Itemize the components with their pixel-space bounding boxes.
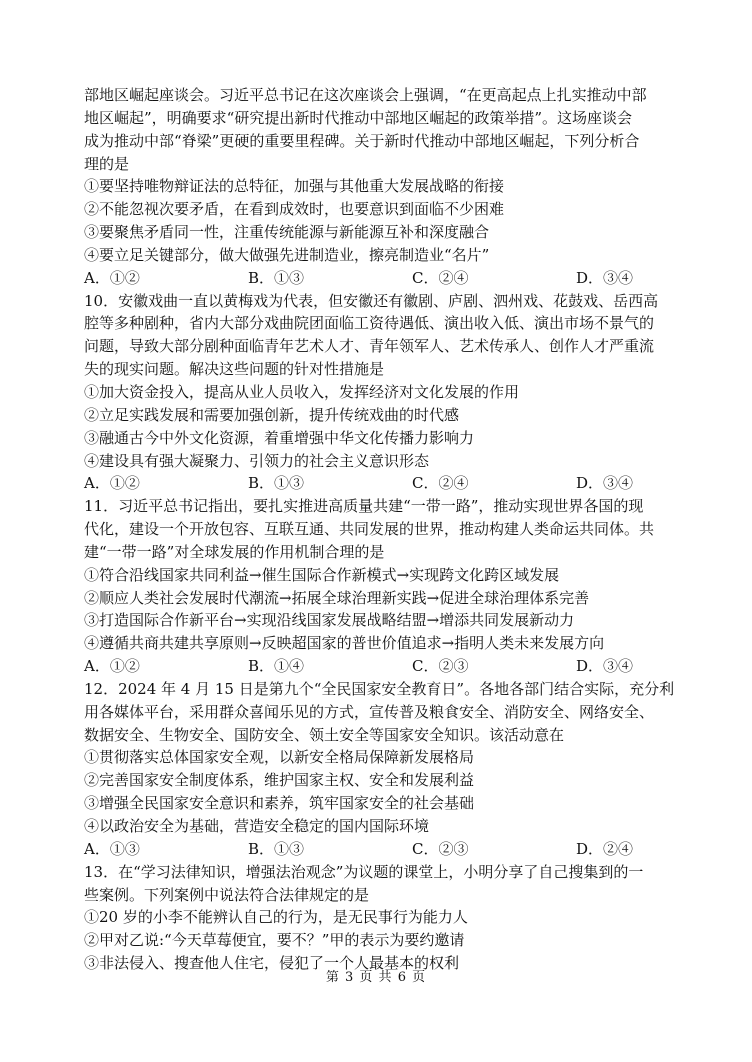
statement-3: ③融通古今中外文化资源，着重增强中华文化传播力影响力 xyxy=(84,428,475,447)
statement-1: ①要坚持唯物辩证法的总特征，加强与其他重大发展战略的衔接 xyxy=(84,177,505,196)
statement-1: ①贯彻落实总体国家安全观，以新安全格局保障新发展格局 xyxy=(84,748,475,767)
option-c: C．②④ xyxy=(412,268,469,287)
statement-2: ②不能忽视次要矛盾，在看到成效时，也要意识到面临不少困难 xyxy=(84,200,505,219)
option-c: C．②④ xyxy=(412,474,469,493)
statement-4: ④建设具有强大凝聚力、引领力的社会主义意识形态 xyxy=(84,451,430,470)
question-stem-line: 地区崛起”，明确要求“研究提出新时代推动中部地区崛起的政策举措”。这场座谈会 xyxy=(84,108,633,127)
option-b: B．①③ xyxy=(248,474,305,493)
page-content xyxy=(84,84,674,975)
option-b: B．①③ xyxy=(248,268,305,287)
option-d: D．③④ xyxy=(576,268,634,287)
statement-4: ④以政治安全为基础，营造安全稳定的国内国际环境 xyxy=(84,817,430,835)
statement-4: ④要立足关键部分，做大做强先进制造业，擦亮制造业“名片” xyxy=(84,245,490,264)
option-a: A．①② xyxy=(84,268,140,287)
question-stem-line: 问题，导致大部分剧种面临青年艺术人才、青年领军人、艺术传承人、创作人才严重流 xyxy=(84,337,655,356)
statement-4: ④遵循共商共建共享原则→反映超国家的普世价值追求→指明人类未来发展方向 xyxy=(84,634,605,653)
question-11 xyxy=(84,495,674,678)
option-a: A．①② xyxy=(84,657,140,676)
question-stem-line: 建“一带一路”对全球发展的作用机制合理的是 xyxy=(84,542,385,561)
question-stem-line: 数据安全、生物安全、国防安全、领土安全等国家安全知识。该活动意在 xyxy=(84,725,565,744)
question-stem-line: 代化，建设一个开放包容、互联互通、共同发展的世界，推动构建人类命运共同体。共 xyxy=(84,520,655,539)
question-12 xyxy=(84,678,674,861)
statement-3: ③打造国际合作新平台→实现沿线国家发展战略结盟→增添共同发展新动力 xyxy=(84,611,575,630)
option-c: C．②③ xyxy=(412,839,469,858)
option-b: B．①④ xyxy=(248,657,305,676)
statement-3: ③非法侵入、搜查他人住宅，侵犯了一个人最基本的权利 xyxy=(84,954,460,973)
option-c: C．②③ xyxy=(412,657,469,676)
question-13 xyxy=(84,861,674,975)
answer-options xyxy=(84,267,674,290)
option-a: A．①② xyxy=(84,474,140,493)
option-b: B．①③ xyxy=(248,839,305,858)
question-stem-line: 10．安徽戏曲一直以黄梅戏为代表，但安徽还有徽剧、庐剧、泗州戏、花鼓戏、岳西高 xyxy=(84,291,659,310)
question-stem-line: 腔等多种剧种，省内大部分戏曲院团面临工资待遇低、演出收入低、演出市场不景气的 xyxy=(84,314,655,333)
answer-options xyxy=(84,472,674,495)
option-a: A．①③ xyxy=(84,839,140,858)
answer-options xyxy=(84,838,674,861)
question-9 xyxy=(84,84,674,290)
answer-options xyxy=(84,655,674,678)
statement-2: ②顺应人类社会发展时代潮流→拓展全球治理新实践→促进全球治理体系完善 xyxy=(84,588,590,607)
statement-1: ①符合沿线国家共同利益→催生国际合作新模式→实现跨文化跨区域发展 xyxy=(84,565,560,584)
question-stem-line: 成为推动中部“脊梁”更硬的重要里程碑。关于新时代推动中部地区崛起，下列分析合 xyxy=(84,131,640,150)
option-d: D．③④ xyxy=(576,474,634,493)
statement-1: ①20 岁的小李不能辨认自己的行为，是无民事行为能力人 xyxy=(84,908,468,927)
question-stem-line: 部地区崛起座谈会。习近平总书记在这次座谈会上强调，“在更高起点上扎实推动中部 xyxy=(84,86,647,104)
statement-3: ③增强全民国家安全意识和素养，筑牢国家安全的社会基础 xyxy=(84,794,475,813)
question-stem-line: 13．在“学习法律知识，增强法治观念”为议题的课堂上，小明分享了自己搜集到的一 xyxy=(84,862,644,881)
question-stem-line: 失的现实问题。解决这些问题的针对性措施是 xyxy=(84,360,385,379)
statement-3: ③要聚焦矛盾同一性，注重传统能源与新能源互补和深度融合 xyxy=(84,223,490,242)
question-stem-line: 11．习近平总书记指出，要扎实推进高质量共建“一带一路”，推动实现世界各国的现 xyxy=(84,497,644,516)
statement-2: ②甲对乙说:“今天草莓便宜，要不？”甲的表示为要约邀请 xyxy=(84,931,465,950)
statement-1: ①加大资金投入，提高从业人员收入，发挥经济对文化发展的作用 xyxy=(84,382,520,401)
statement-2: ②立足实践发展和需要加强创新，提升传统戏曲的时代感 xyxy=(84,405,460,424)
statement-2: ②完善国家安全制度体系，维护国家主权、安全和发展利益 xyxy=(84,771,475,790)
question-10 xyxy=(84,290,674,496)
question-stem-line: 用各媒体平台，采用群众喜闻乐见的方式，宣传普及粮食安全、消防安全、网络安全、 xyxy=(84,702,655,721)
question-stem-line: 12．2024 年 4 月 15 日是第九个“全民国家安全教育日”。各地各部门结合实际，充分利 xyxy=(84,679,675,698)
question-stem-line: 些案例。下列案例中说法符合法律规定的是 xyxy=(84,885,370,904)
option-d: D．③④ xyxy=(576,657,634,676)
option-d: D．②④ xyxy=(576,839,634,858)
question-stem-line: 理的是 xyxy=(84,154,130,173)
page-number-footer: 第 3 页 共 6 页 xyxy=(325,970,427,985)
